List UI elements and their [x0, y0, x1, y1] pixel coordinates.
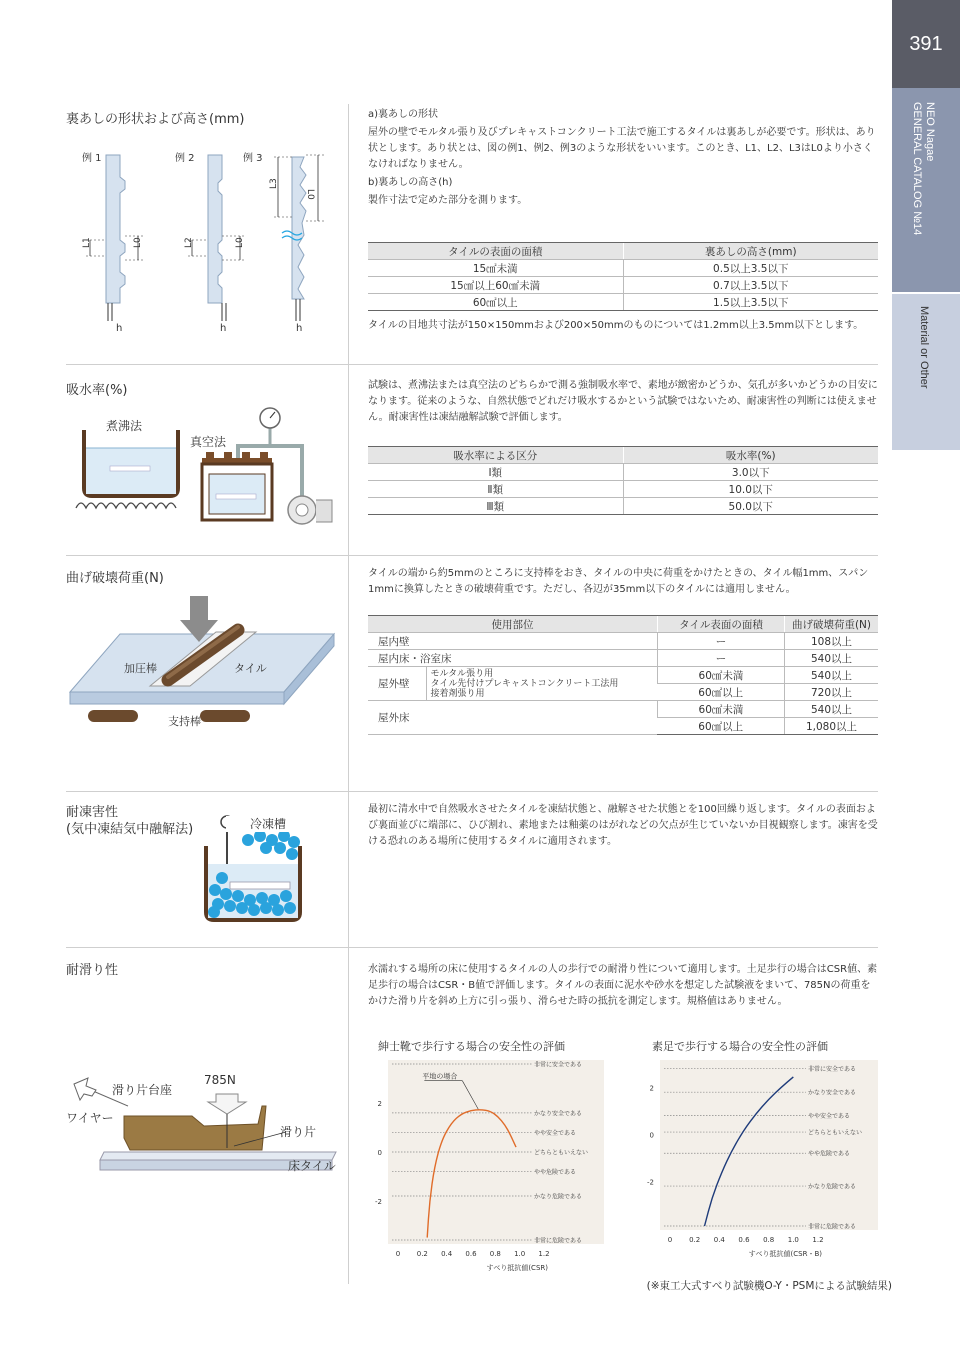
bending-cell: 540以上 [784, 650, 878, 667]
section4-title [66, 804, 193, 838]
level-label: 非常に安全である [534, 1061, 583, 1069]
x-tick-label: 1.2 [812, 1236, 824, 1244]
section2-title: 吸水率(%) [66, 383, 128, 398]
table-row [368, 277, 878, 294]
x-tick-label: 0.6 [465, 1250, 477, 1258]
level-label: どちらともいえない [808, 1129, 863, 1137]
absorption-th-rate: 吸水率(%) [623, 447, 878, 464]
catalog-tab [892, 88, 960, 292]
bending-cell: 540以上 [784, 701, 878, 718]
divider [66, 947, 878, 948]
x-tick-label: 0.8 [489, 1250, 501, 1258]
table-row [368, 633, 878, 650]
level-label: やや安全である [534, 1129, 577, 1137]
x-tick-label: 0.4 [441, 1250, 453, 1258]
backfoot-th-height: 裏あしの高さ(mm) [623, 243, 878, 260]
method-line: タイル先付けプレキャストコンクリート工法用 [430, 678, 619, 689]
chart-csr [364, 1054, 614, 1276]
y-tick-label: 0 [649, 1131, 654, 1140]
divider [66, 791, 878, 792]
absorption-cell: Ⅱ類 [368, 481, 623, 498]
bending-cell: 60㎠未満 [657, 667, 784, 684]
x-tick-label: 1.2 [538, 1250, 550, 1258]
section5-text: 水濡れする場所の床に使用するタイルの人の歩行での耐滑り性について適用します。土足歩行の場合はCSR値、素足歩行の場合はCSR・B値で評価します。タイルの表面に泥水や砂水を想定した試験液をまいて、785Nの荷重をかけた滑り片を斜め上方に引っ張り、滑らせた時の抵抗を測定します。規格値はありません。 [368, 964, 878, 1007]
level-label: かなり安全である [534, 1110, 583, 1118]
fig-label-ex2: 例 2 [175, 153, 195, 164]
table-row [368, 650, 878, 667]
backfoot-figure [70, 145, 340, 340]
backfoot-table [368, 242, 878, 311]
bending-figure [66, 592, 336, 742]
bending-table [368, 615, 878, 735]
fig-label-press: 加圧棒 [124, 662, 157, 675]
fig-label-h-a: h [116, 323, 123, 334]
fig-label-L0-c: L0 [305, 189, 315, 200]
fig-label-h-c: h [296, 323, 303, 334]
table-row [368, 260, 878, 277]
fig-label-L2: L2 [184, 237, 194, 248]
fig-label-L0-b: L0 [235, 237, 245, 248]
section4-text: 最初に清水中で自然吸水させたタイルを凍結状態と、融解させた状態とを100回繰り返します。タイルの表面および裏面並びに端部に、ひび割れ、素地または釉薬のはがれなどの欠点が生じていないか目視観察します。凍害を受ける恐れのある場所に使用するタイルに適用されます。 [368, 804, 878, 847]
level-label: 非常に危険である [534, 1237, 583, 1245]
backfoot-cell: 15㎠未満 [368, 260, 623, 277]
x-tick-label: 1.0 [514, 1250, 526, 1258]
fig-label-tank: 冷凍槽 [250, 817, 287, 831]
absorption-cell: Ⅰ類 [368, 464, 623, 481]
section5-title: 耐滑り性 [66, 963, 119, 978]
level-label: かなり危険である [808, 1183, 857, 1191]
table-row [368, 294, 878, 311]
section2-text: 試験は、煮沸法または真空法のどちらかで測る強制吸水率で、素地が緻密かどうか、気孔が多いかどうかの目安になります。従来のような、自然状態でどれだけ吸水するかという試験ではないため、耐凍害性の判断には使えません。耐凍害性は凍結融解試験で評価します。 [368, 380, 878, 423]
absorption-cell: Ⅲ類 [368, 498, 623, 515]
fig-label-vacuum: 真空法 [190, 435, 227, 449]
section1-text [368, 107, 880, 209]
y-tick-label: -2 [375, 1197, 382, 1206]
backfoot-cell: 15㎠以上60㎠未満 [368, 277, 623, 294]
page-number: 391 [909, 32, 943, 55]
section3-text: タイルの端から約5mmのところに支持棒をおき、タイルの中央に荷重をかけたときの、タイル幅1mm、スパン1mmに換算したときの破壊荷重です。ただし、各辺が35mm以下のタイルには適用しません。 [368, 568, 869, 595]
bending-th-area: タイル表面の面積 [657, 616, 784, 633]
x-tick-label: 0.8 [763, 1236, 775, 1244]
level-label: やや危険である [808, 1150, 851, 1158]
fig-label-L1: L1 [82, 237, 92, 248]
bending-cell: 108以上 [784, 633, 878, 650]
bending-th-location: 使用部位 [368, 616, 657, 633]
bending-cell: 60㎠未満 [657, 701, 784, 718]
slip-figure [66, 1066, 344, 1182]
absorption-th-class: 吸水率による区分 [368, 447, 623, 464]
fig-label-slider: 滑り片 [280, 1125, 317, 1139]
fig-label-base: 滑り片台座 [112, 1083, 173, 1097]
bending-cell: 60㎠以上 [657, 718, 784, 735]
x-tick-label: 0.6 [738, 1236, 750, 1244]
fig-label-load: 785N [204, 1073, 236, 1087]
backfoot-cell: 0.5以上3.5以下 [623, 260, 878, 277]
freeze-figure [200, 812, 310, 924]
chart1-title: 紳士靴で歩行する場合の安全性の評価 [378, 1040, 565, 1053]
chart2-title: 素足で歩行する場合の安全性の評価 [652, 1040, 828, 1053]
water-absorption-figure [66, 400, 336, 530]
x-tick-label: 0 [667, 1236, 673, 1244]
absorption-cell: 50.0以下 [623, 498, 878, 515]
divider [66, 555, 878, 556]
bending-cell-outer-wall: 屋外壁 [368, 667, 426, 701]
y-tick-label: -2 [647, 1178, 654, 1187]
backfoot-cell: 0.7以上3.5以下 [623, 277, 878, 294]
level-label: やや危険である [534, 1169, 577, 1177]
bending-cell: ー [657, 633, 784, 650]
bending-cell: ー [657, 650, 784, 667]
level-label: 非常に安全である [808, 1066, 857, 1074]
x-tick-label: 0.2 [416, 1250, 428, 1258]
section1-b-text: 製作寸法で定めた部分を測ります。 [368, 195, 528, 206]
fig-label-wire: ワイヤー [66, 1111, 114, 1125]
section1-a-heading: a)裏あしの形状 [368, 109, 439, 120]
x-tick-label: 1.0 [787, 1236, 799, 1244]
method-line: 接着剤張り用 [430, 688, 485, 699]
fig-label-L0-a: L0 [133, 237, 143, 248]
catalog-line1: NEO Nagae [924, 102, 936, 162]
level-label: やや安全である [808, 1113, 851, 1121]
section4-title-line2: (気中凍結気中融解法) [66, 822, 194, 837]
fig-label-boil: 煮沸法 [106, 419, 143, 433]
section3-title: 曲げ破壊荷重(N) [66, 571, 164, 586]
chart-plot-area [660, 1060, 878, 1230]
backfoot-cell: 60㎠以上 [368, 294, 623, 311]
table-row [368, 667, 878, 684]
y-tick-label: 0 [377, 1149, 382, 1157]
fig-label-h-b: h [220, 323, 227, 334]
chart-csrb [636, 1054, 884, 1262]
section1-footnote: タイルの目地共寸法が150×150mmおよび200×50mmのものについては1.2mm以上3.5mm以下とします。 [368, 320, 864, 331]
x-axis-label: すべり抵抗値(CSR) [486, 1264, 548, 1272]
bending-cell: 720以上 [784, 684, 878, 701]
level-label: かなり危険である [534, 1193, 583, 1201]
fig-label-L3: L3 [269, 178, 279, 189]
section4-title-line1: 耐凍害性 [66, 805, 119, 820]
bending-cell: 60㎠以上 [657, 684, 784, 701]
fig-label-ex1: 例 1 [82, 153, 102, 164]
section1-a-text: 屋外の壁でモルタル張り及びプレキャストコンクリート工法で施工するタイルは裏あしが必要です。形状は、あり状とします。あり状とは、図の例1、例2、例3のような形状をいいます。このとき、L1、L2、L3はL0より小さくなければなりません。 [368, 127, 876, 170]
x-axis-label: すべり抵抗値(CSR・B) [748, 1250, 822, 1258]
annotation-label: 平地の場合 [422, 1072, 458, 1081]
bending-cell-methods [426, 667, 657, 701]
section1-title: 裏あしの形状および高さ(mm) [66, 112, 245, 127]
backfoot-cell: 1.5以上3.5以下 [623, 294, 878, 311]
fig-label-floor-tile: 床タイル [288, 1159, 336, 1173]
backfoot-th-area: タイルの表面の面積 [368, 243, 623, 260]
material-tab [892, 294, 960, 450]
x-tick-label: 0.2 [689, 1236, 701, 1244]
table-row [368, 464, 878, 481]
absorption-cell: 3.0以下 [623, 464, 878, 481]
y-tick-label: 2 [377, 1100, 382, 1109]
table-row [368, 481, 878, 498]
level-label: かなり安全である [808, 1089, 857, 1097]
bending-cell: 屋内壁 [368, 633, 657, 650]
bending-th-load: 曲げ破壊荷重(N) [784, 616, 878, 633]
bending-cell: 540以上 [784, 667, 878, 684]
y-tick-label: 2 [649, 1084, 654, 1093]
fig-label-support: 支持棒 [168, 715, 201, 728]
absorption-cell: 10.0以下 [623, 481, 878, 498]
bending-cell-outer-floor: 屋外床 [368, 701, 657, 735]
x-tick-label: 0 [395, 1250, 401, 1258]
catalog-line2: GENERAL CATALOG №14 [911, 102, 923, 236]
divider [66, 364, 878, 365]
section1-b-heading: b)裏あしの高さ(h) [368, 177, 453, 188]
level-label: 非常に危険である [808, 1223, 857, 1231]
absorption-table [368, 446, 878, 515]
table-row [368, 498, 878, 515]
test-note: (※東工大式すべり試験機O-Y・PSMによる試験結果) [646, 1280, 892, 1292]
fig-label-ex3: 例 3 [243, 153, 263, 164]
table-row [368, 701, 878, 718]
bending-cell: 屋内床・浴室床 [368, 650, 657, 667]
fig-label-tile: タイル [234, 662, 267, 675]
bending-cell: 1,080以上 [784, 718, 878, 735]
column-divider [348, 104, 349, 1284]
material-tab-label: Material or Other [918, 306, 930, 389]
page-number-tab [892, 0, 960, 88]
level-label: どちらともいえない [534, 1149, 589, 1157]
method-line: モルタル張り用 [430, 668, 494, 679]
x-tick-label: 0.4 [713, 1236, 725, 1244]
